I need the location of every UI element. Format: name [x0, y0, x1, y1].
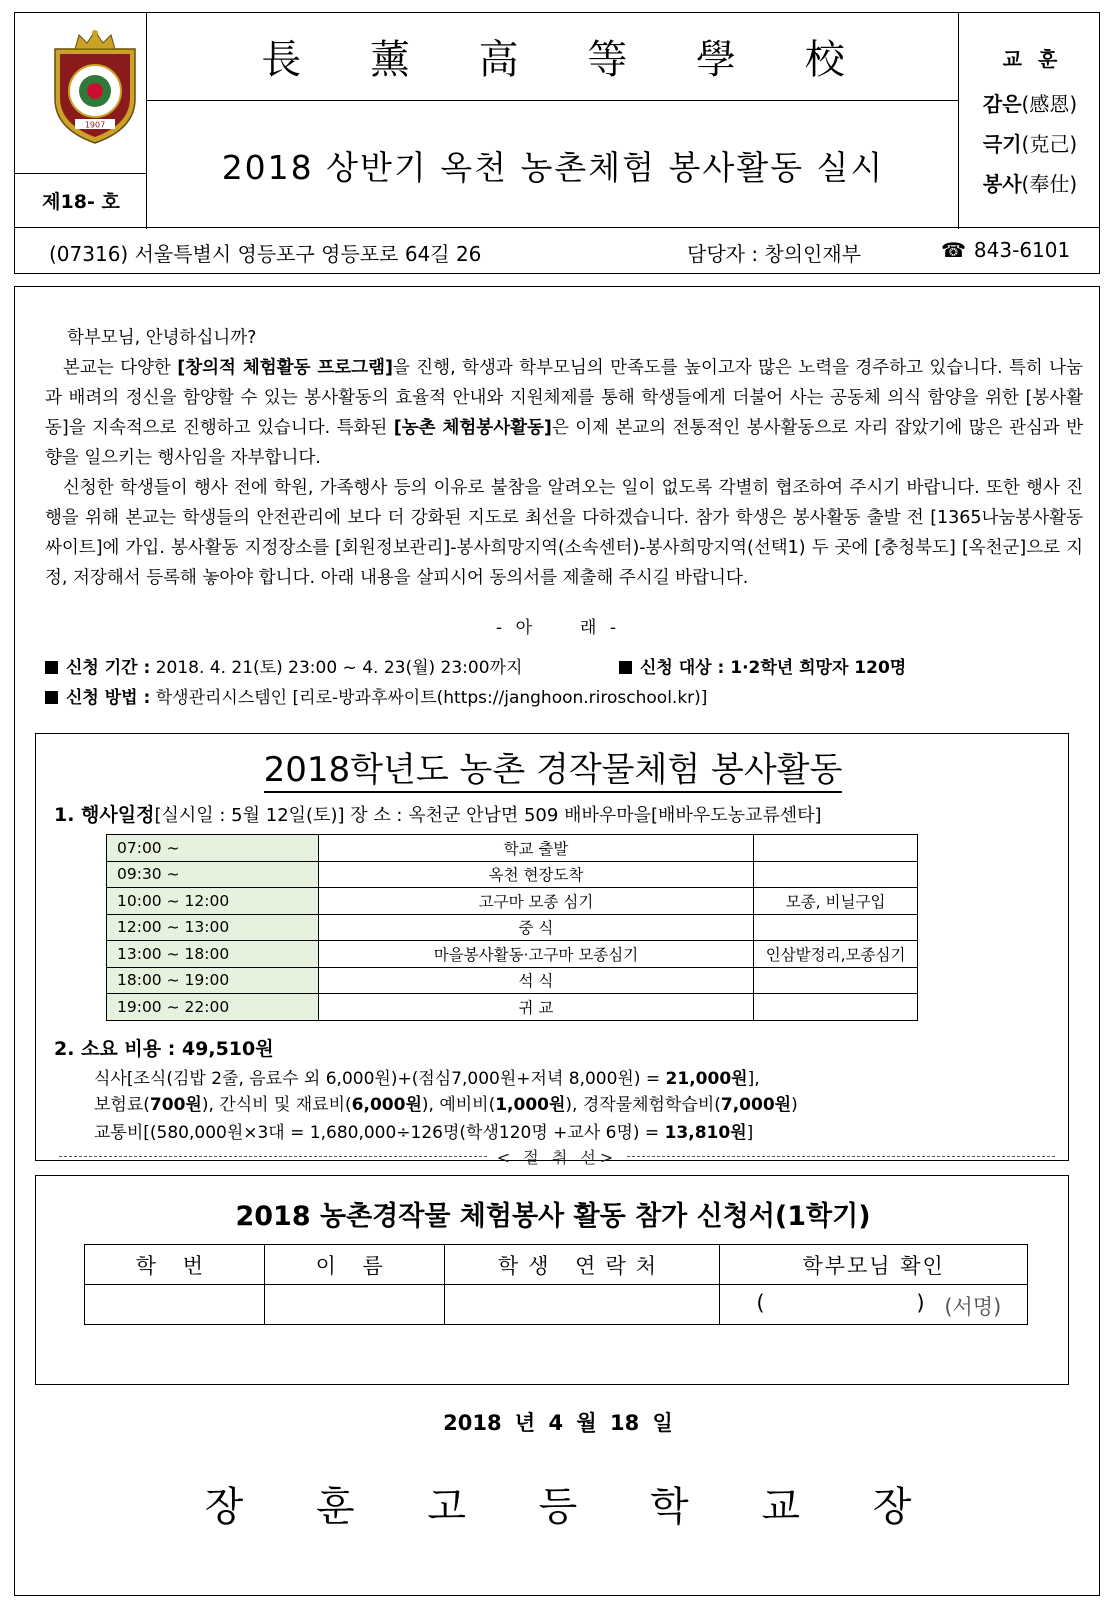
schedule-time: 18:00 ~ 19:00 [107, 967, 319, 994]
cost-heading: 2. 소요 비용 : 49,510원 [54, 1038, 274, 1060]
event-box [35, 733, 1069, 1161]
header-name: 이 름 [264, 1245, 444, 1285]
header-contact: 학생 연락처 [444, 1245, 720, 1285]
schedule-activity: 옥천 현장도착 [318, 861, 753, 888]
name-field[interactable] [264, 1285, 444, 1325]
schedule-note [754, 914, 918, 941]
document-title: 2018 상반기 옥천 농촌체험 봉사활동 실시 [221, 147, 885, 187]
apply-target: 신청 대상 : 1·2학년 희망자 120명 [619, 653, 906, 678]
schedule-note [754, 967, 918, 994]
schedule-activity: 귀 교 [318, 994, 753, 1021]
issue-number: 제18- 호 [15, 173, 147, 227]
application-table [84, 1244, 1028, 1325]
header-student-id: 학 번 [85, 1245, 265, 1285]
notice-body [14, 286, 1100, 1596]
schedule-note: 인삼밭정리,모종심기 [754, 941, 918, 968]
schedule-note: 모종, 비닐구입 [754, 888, 918, 915]
schedule-activity: 석 식 [318, 967, 753, 994]
schedule-note [754, 994, 918, 1021]
schedule-activity: 중 식 [318, 914, 753, 941]
cut-line [59, 1145, 1055, 1168]
issue-date: 2018 년 4 월 18 일 [443, 1411, 673, 1435]
below-marker: - 아 래 - [496, 618, 620, 638]
schedule-row [107, 861, 918, 888]
motto-item: 봉사(奉仕) [982, 172, 1078, 196]
application-form [35, 1175, 1069, 1385]
motto-item: 감은(感恩) [982, 92, 1078, 116]
schedule-row [107, 994, 918, 1021]
contact-field[interactable] [444, 1285, 720, 1325]
student-id-field[interactable] [85, 1285, 265, 1325]
schedule-row [107, 914, 918, 941]
schedule-activity: 학교 출발 [318, 835, 753, 862]
schedule-note [754, 835, 918, 862]
schedule-time: 19:00 ~ 22:00 [107, 994, 319, 1021]
cost-transport: 교통비[(580,000원×3대 = 1,680,000÷126명(학생120명 +교사 6명) = 13,810원] [94, 1123, 754, 1143]
schedule-note [754, 861, 918, 888]
intro-paragraph: 본교는 다양한 [창의적 체험활동 프로그램]을 진행, 학생과 학부모님의 만족도를 높이고자 많은 노력을 경주하고 있습니다. 특히 나눔과 배려의 정신을 함양할 수 있는 봉사활동의 효율적 안내와 지원체제를 통해 학생들에게 더불어 사는 공동체 의식 함양을 위한 [봉사활동]을 지속적으로 진행하고 있습니다. 특화된 [농촌 체험봉사활동]은 이제 본교의 전통적인 봉사활동으로 자리 잡았기에 많은 관심과 반향을 일으키는 행사임을 자부합니다. [45, 358, 1083, 468]
schedule-table [106, 834, 918, 1021]
principal-signature: 장 훈 고 등 학 교 장 [204, 1484, 942, 1530]
school-emblem-icon [49, 29, 141, 145]
schedule-row [107, 941, 918, 968]
motto-cell [959, 13, 1101, 229]
emblem-year: 1907 [84, 120, 106, 130]
schedule-time: 07:00 ~ [107, 835, 319, 862]
greeting: 학부모님, 안녕하십니까? [67, 328, 257, 348]
schedule-time: 13:00 ~ 18:00 [107, 941, 319, 968]
letterhead [14, 12, 1100, 228]
schedule-time: 12:00 ~ 13:00 [107, 914, 319, 941]
schedule-line: 1. 행사일정[실시일 : 5월 12일(토)] 장 소 : 옥천군 안남면 509 배바우마을[배바우도농교류센타] [54, 804, 822, 826]
cut-label: < 절 취 선> [496, 1148, 618, 1167]
schedule-row [107, 835, 918, 862]
event-title: 2018학년도 농촌 경작물체험 봉사활동 [36, 742, 1070, 791]
application-title: 2018 농촌경작물 체험봉사 활동 참가 신청서(1학기) [235, 1201, 871, 1232]
cost-meals: 식사[조식(김밥 2줄, 음료수 외 6,000원)+(점심7,000원+저녁 8,000원) = 21,000원], [94, 1069, 760, 1089]
motto-heading: 교훈 [1002, 47, 1074, 71]
schedule-row [107, 967, 918, 994]
manager-dept: 담당자 : 창의인재부 [687, 242, 862, 266]
address-bar [14, 228, 1100, 274]
school-name: 長 薰 高 等 學 校 [147, 13, 959, 101]
telephone-icon: ☎ [941, 238, 966, 262]
apply-period: 신청 기간 : 2018. 4. 21(토) 23:00 ~ 4. 23(월) 23:00까지 [45, 653, 522, 678]
intro-text [45, 323, 1083, 593]
schedule-row [107, 888, 918, 915]
phone-number: ☎ 843-6101 [941, 238, 1071, 262]
motto-item: 극기(克己) [982, 132, 1078, 156]
cost-other: 보험료(700원), 간식비 및 재료비(6,000원), 예비비(1,000원), 경작물체험학습비(7,000원) [94, 1095, 798, 1115]
schedule-time: 10:00 ~ 12:00 [107, 888, 319, 915]
schedule-activity: 고구마 모종 심기 [318, 888, 753, 915]
parent-signature-field[interactable]: ( ) (서명) [720, 1285, 1028, 1325]
title-cell [147, 13, 959, 229]
logo-cell [15, 13, 147, 229]
request-paragraph: 신청한 학생들이 행사 전에 학원, 가족행사 등의 이유로 불참을 알려오는 일이 없도록 각별히 협조하여 주시기 바랍니다. 또한 행사 진행을 위해 본교는 학생들의 안전관리에 보다 더 강화된 지도로 최선을 다하겠습니다. 참가 학생은 봉사활동 출발 전 [1365나눔봉사활동 싸이트]에 가입. 봉사활동 지정장소를 [회원정보관리]-봉사희망지역(소속센터)-봉사희망지역(선택1) 두 곳에 [충청북도] [옥천군]으로 지정, 저장해서 등록해 놓아야 합니다. 아래 내용을 살피시어 동의서를 제출해 주시길 바랍니다. [45, 478, 1083, 588]
school-address: (07316) 서울특별시 영등포구 영등포로 64길 26 [49, 242, 482, 266]
schedule-time: 09:30 ~ [107, 861, 319, 888]
apply-method: 신청 방법 : 학생관리시스템인 [리로-방과후싸이트(https://janghoon.riroschool.kr)] [45, 683, 707, 708]
schedule-activity: 마을봉사활동·고구마 모종심기 [318, 941, 753, 968]
signature-label: (서명) [944, 1295, 1002, 1319]
header-parent-confirm: 학부모님 확인 [720, 1245, 1028, 1285]
